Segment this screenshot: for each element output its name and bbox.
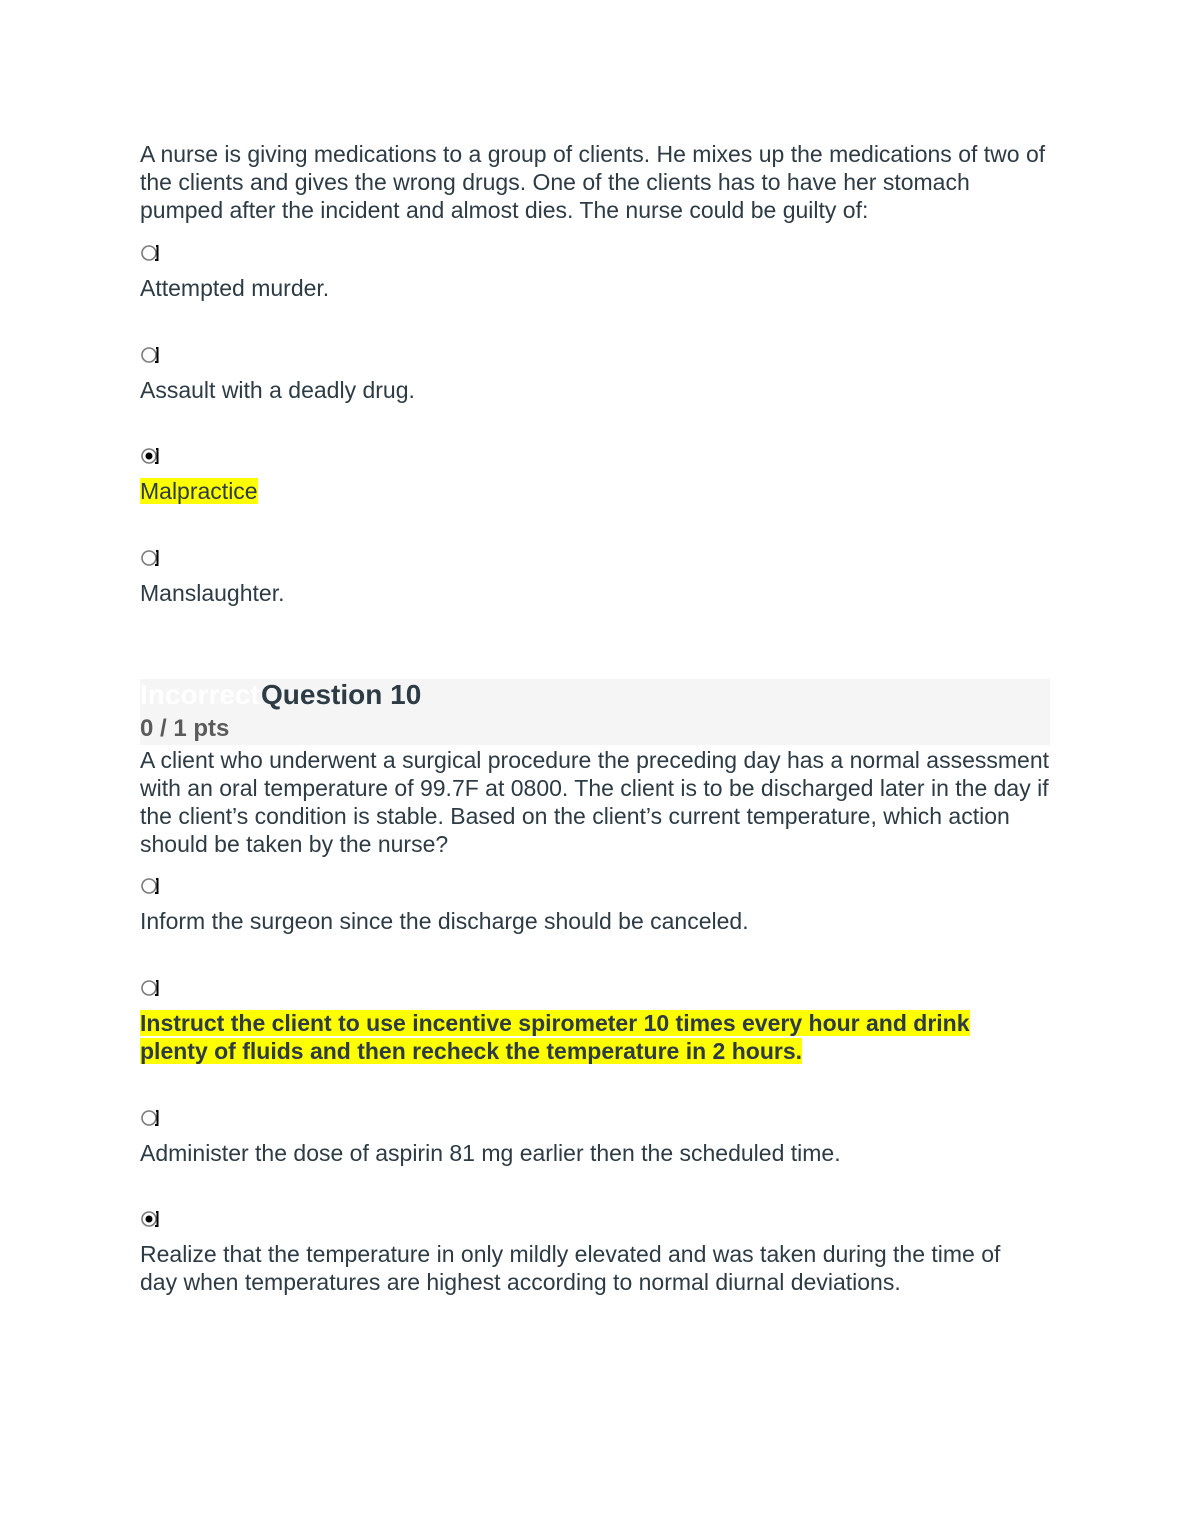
radio-option-inform-surgeon[interactable] [140,876,160,896]
radio-unchecked-icon [140,978,160,998]
radio-unchecked-icon [140,1108,160,1128]
answer-label: Assault with a deadly drug. [140,377,415,403]
question-9-text: A nurse is giving medications to a group of clients. He mixes up the medications of two of the clients and gives the wrong drugs. One of the clients has to have her stomach pumped after the incident and almost dies. The nurse could be guilty of: [140,141,1046,223]
answer-label: Administer the dose of aspirin 81 mg earlier then the scheduled time. [140,1140,841,1166]
answer-label-highlighted [140,1009,1000,1065]
radio-unchecked-icon [140,345,160,365]
radio-option-attempted-murder[interactable] [140,243,160,263]
answer-label: Manslaughter. [140,580,285,606]
radio-option-incentive-spirometer[interactable] [140,978,160,998]
question-points: 0 / 1 pts [140,715,230,742]
answer-label: Inform the surgeon since the discharge should be canceled. [140,908,749,934]
question-10-text: A client who underwent a surgical procedure the preceding day has a normal assessment with an oral temperature of 99.7F at 0800. The client is to be discharged later in the day if the client’s condition is stable. Based on the client’s current temperature, which action should be taken by the nurse? [140,747,1050,857]
radio-checked-icon [140,446,160,466]
highlighted-correct-answer: Instruct the client to use incentive spirometer 10 times every hour and drink plenty of fluids and then recheck the temperature in 2 hours. [140,1010,970,1064]
radio-option-manslaughter[interactable] [140,548,160,568]
question-10-header [140,679,1050,745]
radio-option-malpractice[interactable] [140,446,160,466]
answer-label: Realize that the temperature in only mildly elevated and was taken during the time of day when temperatures are highest according to normal diurnal deviations. [140,1241,1001,1295]
radio-option-realize-temperature[interactable] [140,1209,160,1229]
highlighted-answer: Malpractice [140,478,258,504]
radio-unchecked-icon [140,243,160,263]
question-title: Question 10 [261,679,422,710]
question-status: Incorrect [140,679,260,710]
radio-unchecked-icon [140,876,160,896]
answer-label: Attempted murder. [140,275,330,301]
radio-checked-icon [140,1209,160,1229]
radio-option-assault[interactable] [140,345,160,365]
answer-label-highlighted [140,477,258,505]
radio-unchecked-icon [140,548,160,568]
radio-option-aspirin[interactable] [140,1108,160,1128]
